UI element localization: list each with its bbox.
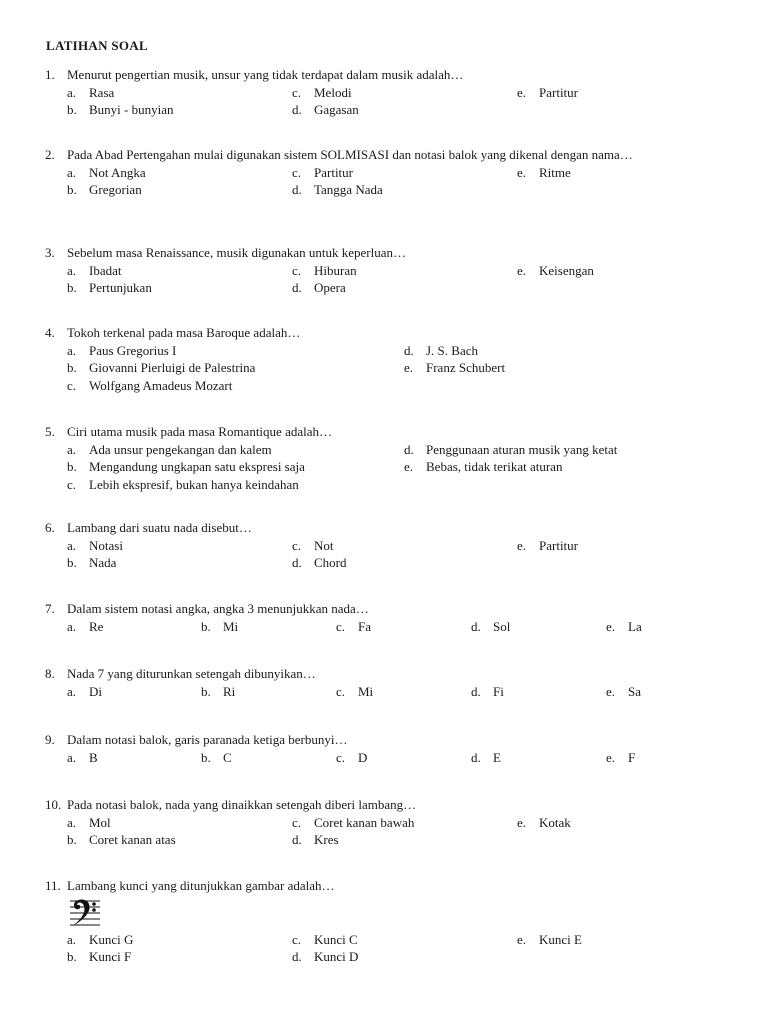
answer-option[interactable]: [292, 164, 353, 182]
option-text: Franz Schubert: [426, 360, 506, 375]
answer-option[interactable]: [67, 476, 299, 494]
answer-options: [45, 537, 720, 572]
option-text: Kunci C: [314, 931, 358, 947]
option-text: La: [628, 618, 642, 634]
answer-option[interactable]: [517, 164, 571, 182]
option-letter: d.: [471, 618, 481, 634]
answer-option[interactable]: [67, 618, 103, 636]
option-text: Re: [89, 618, 104, 634]
option-text: Lebih ekspresif, bukan hanya keindahan: [89, 476, 299, 492]
question-number: 7.: [45, 601, 55, 616]
option-letter: c.: [292, 84, 302, 100]
option-letter: b.: [67, 102, 77, 117]
answer-option[interactable]: [292, 279, 346, 297]
answer-option[interactable]: [292, 84, 352, 102]
answer-option[interactable]: [67, 948, 131, 966]
question-number: 6.: [45, 520, 55, 535]
question-text: Tokoh terkenal pada masa Baroque adalah…: [67, 325, 301, 340]
answer-option[interactable]: [517, 537, 578, 555]
option-letter: e.: [517, 814, 527, 830]
answer-option[interactable]: [67, 181, 142, 199]
option-letter: e.: [404, 459, 414, 474]
answer-option[interactable]: [292, 931, 358, 949]
answer-option[interactable]: [67, 262, 121, 280]
option-text: B: [89, 749, 98, 765]
option-letter: e.: [517, 164, 527, 180]
option-text: C: [223, 749, 232, 765]
option-letter: b.: [201, 749, 211, 765]
option-letter: d.: [292, 280, 302, 295]
option-text: D: [358, 749, 368, 765]
option-letter: e.: [517, 537, 527, 553]
option-letter: d.: [292, 832, 302, 847]
question-8: [45, 665, 720, 700]
option-text: Kunci D: [314, 949, 359, 964]
option-letter: c.: [336, 618, 346, 634]
option-letter: b.: [67, 459, 77, 474]
answer-options: [45, 814, 720, 849]
option-text: Tangga Nada: [314, 182, 383, 197]
option-letter: d.: [292, 555, 302, 570]
answer-option[interactable]: [292, 831, 339, 849]
answer-option[interactable]: [404, 342, 478, 360]
question-number: 9.: [45, 732, 55, 747]
answer-option[interactable]: [336, 683, 373, 701]
option-letter: b.: [201, 683, 211, 699]
question-number: 8.: [45, 666, 55, 681]
question-6: [45, 519, 720, 572]
option-text: Kotak: [539, 814, 571, 830]
option-letter: d.: [471, 749, 481, 765]
option-letter: c.: [67, 377, 77, 393]
option-text: Rasa: [89, 84, 115, 100]
answer-options: [45, 164, 720, 199]
option-text: Kunci F: [89, 949, 132, 964]
answer-option[interactable]: [471, 683, 504, 701]
option-letter: e.: [606, 749, 616, 765]
option-letter: c.: [67, 476, 77, 492]
option-text: Keisengan: [539, 262, 594, 278]
option-letter: a.: [67, 262, 77, 278]
answer-option[interactable]: [201, 749, 232, 767]
option-text: Fi: [493, 683, 504, 699]
option-letter: a.: [67, 814, 77, 830]
question-3: [45, 244, 720, 297]
answer-option[interactable]: [292, 948, 358, 966]
question-text: Lambang kunci yang ditunjukkan gambar adalah…: [67, 878, 335, 893]
option-text: Kunci E: [539, 931, 582, 947]
answer-option[interactable]: [67, 814, 111, 832]
question-text: Pada notasi balok, nada yang dinaikkan setengah diberi lambang…: [67, 797, 417, 812]
option-letter: e.: [517, 262, 527, 278]
option-letter: c.: [336, 683, 346, 699]
page-title: LATIHAN SOAL: [46, 38, 148, 53]
option-text: Not: [314, 537, 334, 553]
question-number: 4.: [45, 325, 55, 340]
question-text: Nada 7 yang diturunkan setengah dibunyikan…: [67, 666, 316, 681]
answer-option[interactable]: [67, 279, 152, 297]
option-letter: d.: [404, 441, 414, 457]
option-text: Mi: [223, 618, 239, 634]
answer-option[interactable]: [67, 342, 176, 360]
option-text: Partitur: [314, 164, 353, 180]
answer-option[interactable]: [517, 84, 578, 102]
answer-options: [45, 683, 720, 701]
option-text: Melodi: [314, 84, 352, 100]
option-letter: e.: [517, 931, 527, 947]
option-letter: c.: [292, 814, 302, 830]
answer-option[interactable]: [67, 101, 174, 119]
option-text: Ri: [223, 683, 236, 699]
option-letter: e.: [606, 618, 616, 634]
option-letter: b.: [201, 618, 211, 634]
question-7: [45, 600, 720, 635]
option-letter: c.: [292, 931, 302, 947]
option-letter: a.: [67, 749, 77, 765]
answer-options: [45, 262, 720, 297]
answer-options: [45, 84, 720, 119]
option-text: Ritme: [539, 164, 571, 180]
option-letter: b.: [67, 555, 77, 570]
option-letter: a.: [67, 84, 77, 100]
question-2: [45, 146, 720, 199]
question-number: 2.: [45, 147, 55, 162]
option-letter: b.: [67, 280, 77, 295]
answer-option[interactable]: [292, 537, 334, 555]
option-text: Pertunjukan: [89, 280, 152, 295]
answer-option[interactable]: [67, 683, 102, 701]
question-text: Dalam sistem notasi angka, angka 3 menunjukkan nada…: [67, 601, 369, 616]
option-text: Chord: [314, 555, 347, 570]
question-11: [45, 877, 720, 966]
option-letter: b.: [67, 182, 77, 197]
option-text: Opera: [314, 280, 346, 295]
option-text: Notasi: [89, 537, 123, 553]
answer-option[interactable]: [67, 377, 232, 395]
question-number: 11.: [45, 878, 61, 893]
option-letter: e.: [606, 683, 616, 699]
question-5: [45, 423, 720, 493]
answer-option[interactable]: [67, 458, 305, 476]
answer-option[interactable]: [471, 749, 501, 767]
option-text: Nada: [89, 555, 117, 570]
option-text: Di: [89, 683, 102, 699]
answer-option[interactable]: [517, 262, 594, 280]
answer-option[interactable]: [201, 618, 238, 636]
option-letter: b.: [67, 360, 77, 375]
option-text: Sa: [628, 683, 641, 699]
answer-option[interactable]: [67, 554, 116, 572]
question-number: 10.: [45, 797, 62, 812]
answer-option[interactable]: [67, 537, 123, 555]
option-letter: c.: [292, 262, 302, 278]
option-text: Kres: [314, 832, 339, 847]
option-letter: a.: [67, 683, 77, 699]
option-letter: a.: [67, 931, 77, 947]
option-text: Coret kanan bawah: [314, 814, 415, 830]
answer-options: [45, 749, 720, 767]
option-text: Partitur: [539, 84, 578, 100]
option-text: Not Angka: [89, 164, 146, 180]
option-text: Giovanni Pierluigi de Palestrina: [89, 360, 256, 375]
question-number: 3.: [45, 245, 55, 260]
answer-option[interactable]: [67, 441, 272, 459]
answer-option[interactable]: [292, 262, 357, 280]
option-text: J. S. Bach: [426, 342, 478, 358]
option-letter: a.: [67, 342, 77, 358]
answer-options: [45, 931, 720, 966]
option-text: Penggunaan aturan musik yang ketat: [426, 441, 618, 457]
answer-option[interactable]: [67, 749, 98, 767]
option-letter: d.: [292, 182, 302, 197]
question-4: [45, 324, 720, 394]
answer-option[interactable]: [517, 931, 582, 949]
option-letter: c.: [292, 164, 302, 180]
question-text: Dalam notasi balok, garis paranada ketiga berbunyi…: [67, 732, 348, 747]
option-letter: b.: [67, 949, 77, 964]
option-text: Paus Gregorius I: [89, 342, 177, 358]
option-letter: b.: [67, 832, 77, 847]
option-letter: e.: [404, 360, 414, 375]
option-letter: d.: [404, 342, 414, 358]
question-text: Lambang dari suatu nada disebut…: [67, 520, 252, 535]
option-letter: a.: [67, 441, 77, 457]
option-text: F: [628, 749, 636, 765]
option-text: Kunci G: [89, 931, 134, 947]
question-number: 5.: [45, 424, 55, 439]
option-text: Sol: [493, 618, 511, 634]
option-letter: d.: [471, 683, 481, 699]
answer-option[interactable]: [67, 164, 146, 182]
answer-option[interactable]: [606, 683, 641, 701]
answer-option[interactable]: [336, 749, 367, 767]
answer-option[interactable]: [606, 618, 642, 636]
option-text: Gregorian: [89, 182, 142, 197]
answer-option[interactable]: [292, 814, 414, 832]
option-text: Mengandung ungkapan satu ekspresi saja: [89, 459, 305, 474]
option-letter: c.: [336, 749, 346, 765]
question-number: 1.: [45, 67, 55, 82]
bass-clef-icon: [68, 895, 102, 929]
option-letter: a.: [67, 164, 77, 180]
option-text: Bebas, tidak terikat aturan: [426, 459, 563, 474]
answer-option[interactable]: [404, 458, 562, 476]
answer-option[interactable]: [404, 441, 617, 459]
question-text: Sebelum masa Renaissance, musik digunakan untuk keperluan…: [67, 245, 407, 260]
option-letter: c.: [292, 537, 302, 553]
answer-option[interactable]: [292, 101, 359, 119]
answer-option[interactable]: [67, 84, 114, 102]
option-text: Partitur: [539, 537, 578, 553]
answer-option[interactable]: [201, 683, 235, 701]
answer-options: [45, 342, 720, 395]
option-letter: e.: [517, 84, 527, 100]
answer-option[interactable]: [67, 359, 255, 377]
option-text: Wolfgang Amadeus Mozart: [89, 377, 233, 393]
answer-option[interactable]: [292, 554, 347, 572]
question-9: [45, 731, 720, 766]
option-text: Gagasan: [314, 102, 359, 117]
answer-option[interactable]: [606, 749, 635, 767]
question-1: [45, 66, 720, 119]
question-text: Pada Abad Pertengahan mulai digunakan sistem SOLMISASI dan notasi balok yang dikenal dengan nama…: [67, 147, 633, 162]
question-text: Menurut pengertian musik, unsur yang tidak terdapat dalam musik adalah…: [67, 67, 464, 82]
option-text: Hiburan: [314, 262, 357, 278]
option-letter: a.: [67, 537, 77, 553]
answer-option[interactable]: [404, 359, 505, 377]
option-text: Fa: [358, 618, 371, 634]
answer-option[interactable]: [517, 814, 571, 832]
question-10: [45, 796, 720, 849]
option-text: Mi: [358, 683, 374, 699]
question-text: Ciri utama musik pada masa Romantique adalah…: [67, 424, 332, 439]
option-text: Ibadat: [89, 262, 122, 278]
answer-option[interactable]: [67, 931, 133, 949]
option-text: E: [493, 749, 501, 765]
option-text: Mol: [89, 814, 111, 830]
option-letter: a.: [67, 618, 77, 634]
option-text: Bunyi - bunyian: [89, 102, 174, 117]
answer-option[interactable]: [292, 181, 383, 199]
option-letter: d.: [292, 102, 302, 117]
answer-options: [45, 441, 720, 494]
option-letter: d.: [292, 949, 302, 964]
answer-option[interactable]: [67, 831, 176, 849]
answer-option[interactable]: [471, 618, 510, 636]
answer-options: [45, 618, 720, 636]
answer-option[interactable]: [336, 618, 371, 636]
option-text: Ada unsur pengekangan dan kalem: [89, 441, 272, 457]
option-text: Coret kanan atas: [89, 832, 176, 847]
